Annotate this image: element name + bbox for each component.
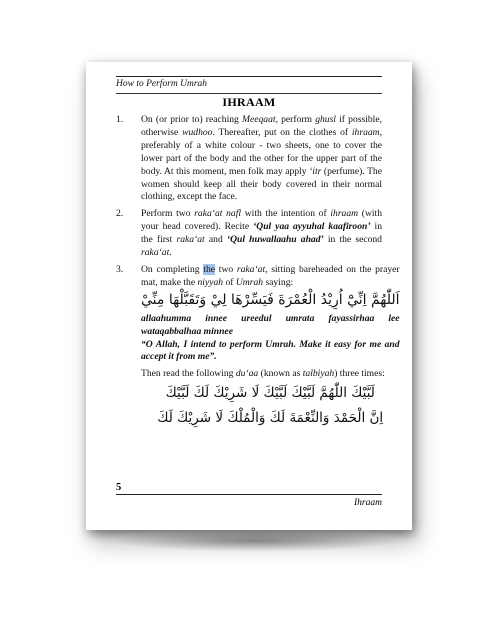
item-number: 2. (116, 208, 124, 220)
section-title: IHRAAM (222, 95, 276, 109)
text-run: Perform two (141, 208, 195, 220)
header-top-rule (116, 76, 382, 77)
translation: “O Allah, I intend to perform Umrah. Make it easy for me and accept it from me”. (141, 338, 400, 363)
footer-rule (116, 494, 382, 495)
text-run: in the second (323, 234, 382, 246)
running-head: How to Perform Umrah (116, 79, 208, 89)
term-ihraam: ihraam (351, 126, 380, 138)
text-run: saying: (263, 276, 294, 288)
text-run: and (204, 234, 227, 246)
page-number: 5 (116, 482, 122, 493)
term-ihraam: ihraam (330, 208, 359, 220)
term-ghusl: ghusl (315, 114, 336, 125)
text-run: with the intention of (241, 208, 331, 220)
term-rakaat: raka‘at (141, 247, 170, 259)
item-number: 3. (116, 263, 124, 275)
text-selection-highlight[interactable]: the (203, 263, 216, 275)
term-rakaat: raka‘at (236, 263, 266, 275)
item-text (141, 208, 382, 260)
footer-label: Ihraam (354, 498, 382, 508)
text-run: ) three times: (334, 368, 385, 380)
surah-ikhlaas: ‘Qul huwallaahu ahad’ (226, 234, 324, 246)
term-umrah: Umrah (235, 276, 264, 288)
text-run: two (215, 263, 237, 275)
text-run: On completing (141, 263, 204, 275)
talbiyah-intro (141, 368, 400, 381)
text-run: if possible, otherwise (141, 114, 382, 138)
header-bottom-rule (116, 93, 382, 94)
term-rakaat: raka‘at (176, 234, 205, 246)
arabic-talbiyah-line-1: لَبَّيْكَ اللّٰهُمَّ لَبَّيْكَ لَبَّيْكَ لَا شَرِيْكَ لَكَ لَبَّيْكَ (165, 385, 375, 402)
list-item (116, 114, 382, 204)
term-rakaat-nafl: raka‘at nafl (194, 208, 242, 220)
text-run: , preferably of a white colour - two sheets, one to cover the lower part of the body and the other for the upper part of the body. At this moment, men folk may apply (141, 126, 382, 177)
text-run: in the first (141, 221, 382, 246)
list-item (116, 263, 400, 434)
item-number: 1. (116, 114, 124, 125)
text-run: , sitting bareheaded on the prayer mat, make the (141, 263, 400, 288)
text-run: (with your head covered). Recite (141, 208, 383, 233)
term-meeqaat: Meeqaat (242, 114, 276, 125)
text-run: , perform (275, 114, 316, 125)
surah-kaafiroon: ‘Qul yaa ayyuhal kaafiroon’ (253, 221, 371, 233)
arabic-talbiyah-line-2: اِنَّ الْحَمْدَ وَالنِّعْمَةَ لَكَ وَالْمُلْكَ لَا شَرِيْكَ لَكَ (157, 410, 384, 427)
text-run: (known as (258, 368, 303, 380)
text-run: (perfume). The women should keep all their body covered in their normal clothing, except the face. (141, 165, 382, 203)
text-run: . (169, 247, 172, 259)
term-itr: ‘itr (309, 165, 322, 177)
transliteration: allaahumma innee ureedul umrata fayassirhaa lee wataqabbalhaa minnee (141, 312, 400, 337)
text-run: On (or prior to) reaching (141, 114, 242, 125)
text-run: Then read the following (141, 368, 236, 380)
term-talbiyah: talbiyah (302, 368, 335, 380)
page-drop-shadow (110, 530, 400, 552)
book-page (86, 62, 412, 530)
term-duaa: du‘aa (235, 368, 259, 380)
term-wudhoo: wudhoo (182, 126, 213, 138)
term-niyyah: niyyah (197, 276, 224, 288)
arabic-niyyah-dua: اَللّٰهُمَّ اِنِّيْٓ اُرِيْدُ الْعُمْرَةَ فَيَسِّرْهَا لِيْ وَتَقَبَّلْهَا مِنِّيْ (141, 291, 400, 308)
item-text (141, 264, 400, 434)
text-run: . Thereafter, put on the clothes of (212, 126, 352, 138)
list-item (116, 208, 382, 260)
item-text (141, 114, 382, 204)
text-run: of (223, 276, 236, 288)
instruction-list (116, 114, 400, 438)
